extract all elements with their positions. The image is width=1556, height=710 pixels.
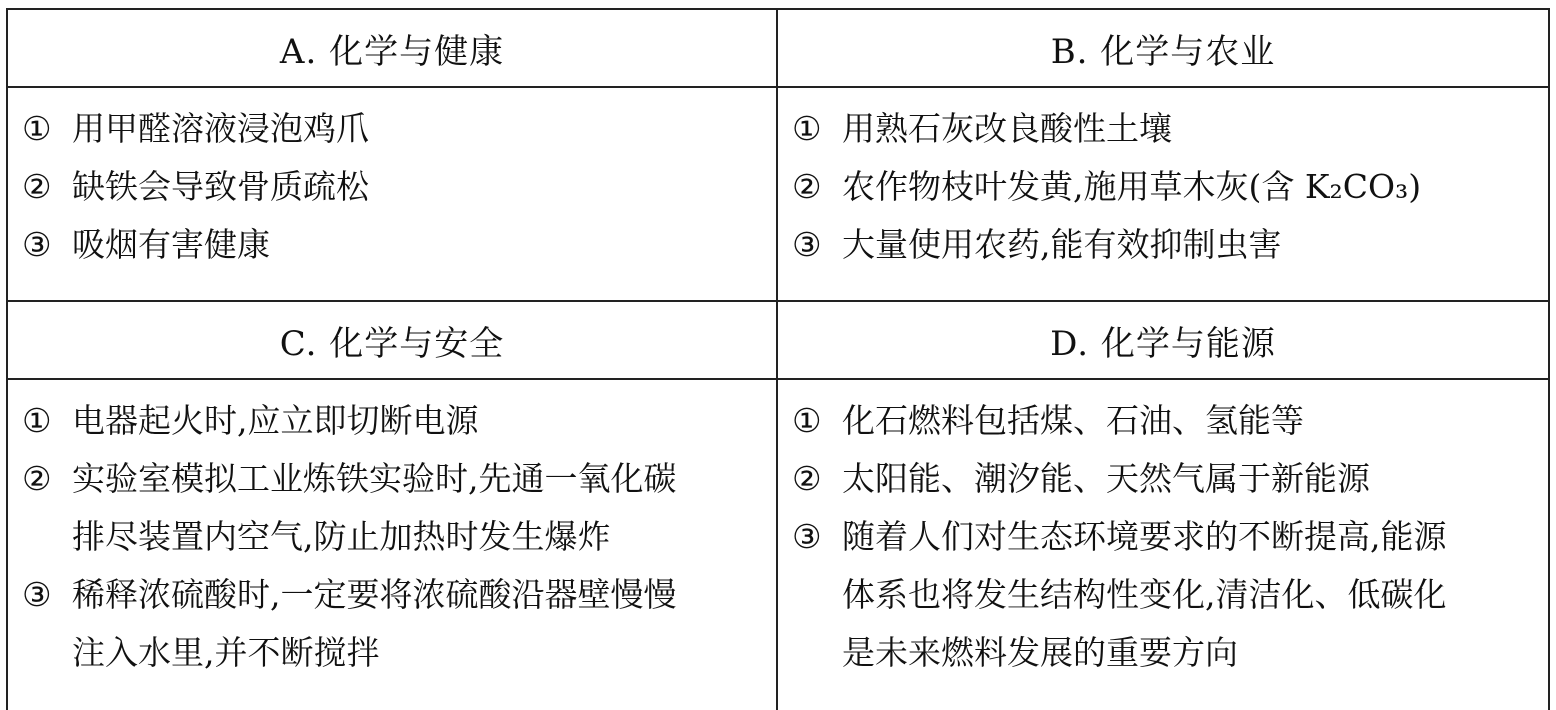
list-item	[22, 450, 762, 566]
heading-row-top	[7, 9, 1549, 87]
item-marker: ③	[22, 225, 52, 264]
item-text-continued: 是未来燃料发展的重要方向	[842, 633, 1238, 672]
cell-c-content	[7, 379, 777, 710]
heading-c: C. 化学与安全	[7, 301, 777, 379]
list-item	[22, 100, 762, 158]
list-item	[22, 158, 762, 216]
item-marker: ①	[792, 401, 822, 440]
item-text: 用甲醛溶液浸泡鸡爪	[72, 109, 369, 148]
list-item	[792, 392, 1534, 450]
list-item	[22, 216, 762, 274]
item-marker: ②	[792, 459, 822, 498]
item-text-continued: 排尽装置内空气,防止加热时发生爆炸	[72, 517, 611, 556]
item-text: 农作物枝叶发黄,施用草木灰(含 K₂CO₃)	[842, 167, 1422, 206]
item-text: 缺铁会导致骨质疏松	[72, 167, 369, 206]
item-marker: ③	[792, 225, 822, 264]
item-marker: ③	[22, 575, 52, 614]
item-text: 用熟石灰改良酸性土壤	[842, 109, 1172, 148]
item-text: 吸烟有害健康	[72, 225, 270, 264]
heading-d: D. 化学与能源	[777, 301, 1549, 379]
content-row-bottom	[7, 379, 1549, 710]
item-text: 稀释浓硫酸时,一定要将浓硫酸沿器壁慢慢	[72, 575, 677, 614]
list-item	[792, 100, 1534, 158]
item-marker: ②	[22, 167, 52, 206]
cell-d-content	[777, 379, 1549, 710]
item-text: 随着人们对生态环境要求的不断提高,能源	[842, 517, 1447, 556]
item-marker: ②	[22, 459, 52, 498]
item-text: 化石燃料包括煤、石油、氢能等	[842, 401, 1304, 440]
item-marker: ①	[22, 109, 52, 148]
list-item	[22, 566, 762, 682]
item-marker: ③	[792, 517, 822, 556]
list-item	[792, 508, 1534, 682]
item-text: 大量使用农药,能有效抑制虫害	[842, 225, 1282, 264]
content-row-top	[7, 87, 1549, 301]
item-marker: ②	[792, 167, 822, 206]
item-text: 实验室模拟工业炼铁实验时,先通一氧化碳	[72, 459, 677, 498]
cell-a-content	[7, 87, 777, 301]
heading-row-bottom	[7, 301, 1549, 379]
quiz-options-table	[6, 8, 1550, 710]
cell-b-content	[777, 87, 1549, 301]
item-text-continued: 注入水里,并不断搅拌	[72, 633, 380, 672]
heading-a: A. 化学与健康	[7, 9, 777, 87]
item-marker: ①	[22, 401, 52, 440]
list-item	[22, 392, 762, 450]
item-text: 太阳能、潮汐能、天然气属于新能源	[842, 459, 1370, 498]
heading-b: B. 化学与农业	[777, 9, 1549, 87]
item-text-continued: 体系也将发生结构性变化,清洁化、低碳化	[842, 575, 1447, 614]
list-item	[792, 450, 1534, 508]
item-marker: ①	[792, 109, 822, 148]
list-item	[792, 158, 1534, 216]
list-item	[792, 216, 1534, 274]
item-text: 电器起火时,应立即切断电源	[72, 401, 479, 440]
